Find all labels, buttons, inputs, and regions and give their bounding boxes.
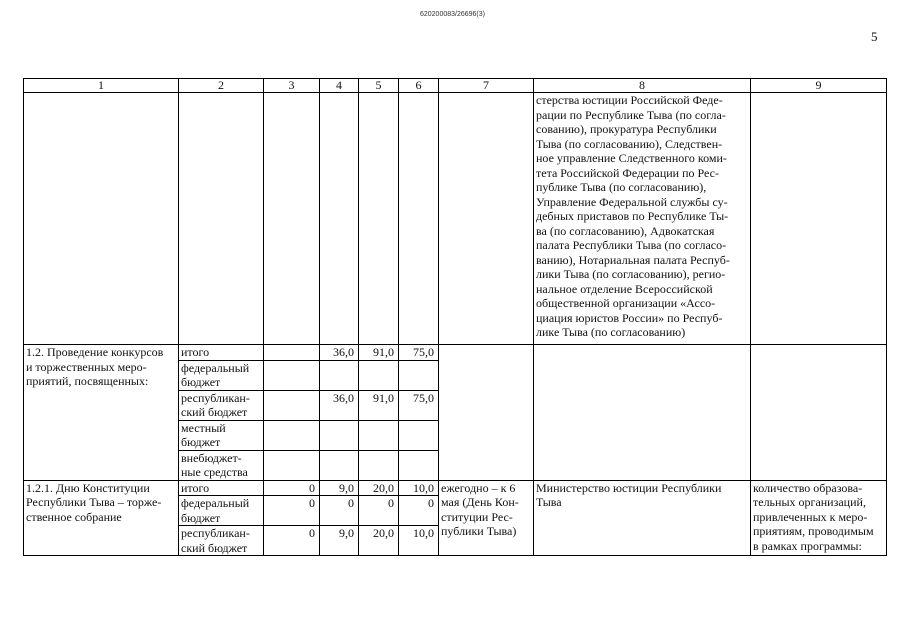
value-cell [264,390,320,420]
value-cell: 91,0 [359,345,399,361]
funding-source-cell: федеральный бюджет [179,496,264,526]
value-cell: 20,0 [359,526,399,556]
column-header: 1 [24,79,179,93]
column-header: 8 [534,79,751,93]
table-row [24,93,887,345]
column-header: 5 [359,79,399,93]
funding-source-cell: республикан- ский бюджет [179,390,264,420]
term-cell: ежегодно – к 6 мая (День Кон- ституции Рес- публики Тыва) [439,480,534,556]
funding-source-cell: итого [179,345,264,361]
value-cell: 0 [399,496,439,526]
value-cell [264,345,320,361]
value-cell: 20,0 [359,480,399,496]
value-cell [264,360,320,390]
value-cell: 0 [264,526,320,556]
value-cell [320,450,359,480]
value-cell: 75,0 [399,345,439,361]
value-cell [399,360,439,390]
value-cell [399,450,439,480]
value-cell: 9,0 [320,526,359,556]
value-cell: 91,0 [359,390,399,420]
value-cell: 0 [264,480,320,496]
column-header: 2 [179,79,264,93]
value-cell [359,360,399,390]
value-cell [359,420,399,450]
value-cell: 36,0 [320,345,359,361]
column-header: 7 [439,79,534,93]
value-cell: 10,0 [399,526,439,556]
value-cell [264,450,320,480]
funding-source-cell: местный бюджет [179,420,264,450]
value-cell: 0 [264,496,320,526]
column-header: 3 [264,79,320,93]
result-indicator-cell: количество образова- тельных организаций, привлеченных к меро- приятиям, проводимым в рамках программы: [751,480,887,556]
value-cell [320,420,359,450]
funding-source-cell: итого [179,480,264,496]
funding-source-cell: республикан- ский бюджет [179,526,264,556]
column-header: 4 [320,79,359,93]
value-cell: 10,0 [399,480,439,496]
column-header: 6 [399,79,439,93]
funding-source-cell: внебюджет- ные средства [179,450,264,480]
value-cell: 9,0 [320,480,359,496]
program-table [23,78,887,556]
value-cell: 36,0 [320,390,359,420]
value-cell: 0 [320,496,359,526]
column-header: 9 [751,79,887,93]
page-number: 5 [871,29,878,44]
table-row [24,480,887,496]
column-number-row [24,79,887,93]
value-cell [359,450,399,480]
value-cell: 0 [359,496,399,526]
event-name-cell: 1.2. Проведение конкурсов и торжественных меро- приятий, посвященных: [24,345,179,481]
value-cell [264,420,320,450]
funding-source-cell: федеральный бюджет [179,360,264,390]
executors-cell: стерства юстиции Российской Феде- рации по Республике Тыва (по согла- сованию), прокуратура Республики Тыва (по согласованию), Следствен- ное управление Следственного коми- тета Российской Федерации по Рес- публике Тыва (по согласованию), Управление Федеральной службы су- дебных приставов по Республике Ты- ва (по согласованию), Адвокатская палата Республики Тыва (по согласо- ванию), Нотариальная палата Респуб- лики Тыва (по согласованию), регио- нальное отделение Всероссийской общественной организации «Ассо- циация юристов России» по Респуб- лике Тыва (по согласованию) [534,93,751,345]
value-cell [399,420,439,450]
value-cell: 75,0 [399,390,439,420]
executors-cell: Министерство юстиции Республики Тыва [534,480,751,556]
document-number: 620200083/26696(3) [419,11,485,18]
table-row [24,345,887,361]
value-cell [320,360,359,390]
event-name-cell: 1.2.1. Дню Конституции Республики Тыва – торже- ственное собрание [24,480,179,556]
